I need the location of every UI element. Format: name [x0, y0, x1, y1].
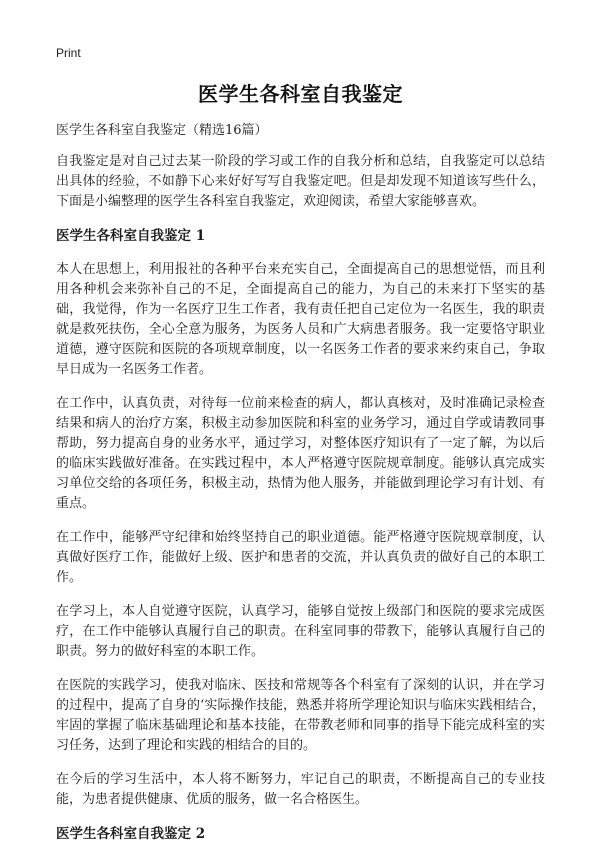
section1-paragraph: 本人在思想上，利用报社的各种平台来充实自己，全面提高自己的思想觉悟，而且利用各种机会来弥补自己的不足，全面提高自己的能力，为自己的未来打下坚实的基础，我觉得，作为一名医疗卫生工作者，我有责任把自己定位为一名医生，我的职责就是救死扶伤，全心全意为服务，为医务人员和广大病患者服务。我一定要恪守职业道德，遵守医院和医院的各项规章制度，以一名医务工作者的要求来约束自己，争取早日成为一名医务工作者。 — [56, 262, 545, 377]
intro-paragraph: 自我鉴定是对自己过去某一阶段的学习或工作的自我分析和总结，自我鉴定可以总结出具体的经验，不如静下心来好好写写自我鉴定吧。但是却发现不知道该写些什么，下面是小编整理的医学生各科室自我鉴定，欢迎阅读，希望大家能够喜欢。 — [56, 154, 545, 209]
page-title: 医学生各科室自我鉴定 — [198, 82, 403, 106]
section-heading-2: 医学生各科室自我鉴定 2 — [56, 826, 206, 842]
document-subtitle: 医学生各科室自我鉴定（精选16篇） — [56, 123, 268, 138]
section1-paragraph: 在工作中，认真负责，对待每一位前来检查的病人，都认真核对，及时准确记录检查结果和病人的治疗方案，积极主动参加医院和科室的业务学习，通过自学或请教同事帮助，努力提高自身的业务水平，通过学习，对整体医疗知识有了一定了解，为以后的临床实践做好准备。在实践过程中，本人严格遵守医院规章制度。能够认真完成实习单位交给的各项任务，积极主动，热情为他人服务，并能做到理论学习有计划、有重点。 — [56, 396, 545, 511]
section1-paragraph: 在医院的实践学习，使我对临床、医技和常规等各个科室有了深刻的认识，并在学习的过程中，提高了自身的‘实际操作技能，熟悉并将所学理论知识与临床实践相结合，牢固的掌握了临床基础理论和基本技能，在带教老师和同事的指导下能完成科室的实习任务，达到了理论和实践的相结合的目的。 — [56, 678, 545, 753]
document-body — [56, 121, 545, 858]
print-link[interactable]: Print — [56, 46, 81, 60]
section1-paragraph: 在今后的学习生活中，本人将不断努力，牢记自己的职责，不断提高自己的专业技能，为患者提供健康、优质的服务，做一名合格医生。 — [56, 772, 545, 807]
section1-paragraph: 在学习上，本人自觉遵守医院，认真学习，能够自觉按上级部门和医院的要求完成医疗，在工作中能够认真履行自己的职责。在科室同事的带教下，能够认真履行自己的职责。努力的做好科室的本职工作。 — [56, 604, 545, 659]
section-heading-1: 医学生各科室自我鉴定 1 — [56, 228, 206, 244]
section1-paragraph: 在工作中，能够严守纪律和始终坚持自己的职业道德。能严格遵守医院规章制度，认真做好医疗工作，能做好上级、医护和患者的交流，并认真负责的做好自己的本职工作。 — [56, 530, 545, 585]
